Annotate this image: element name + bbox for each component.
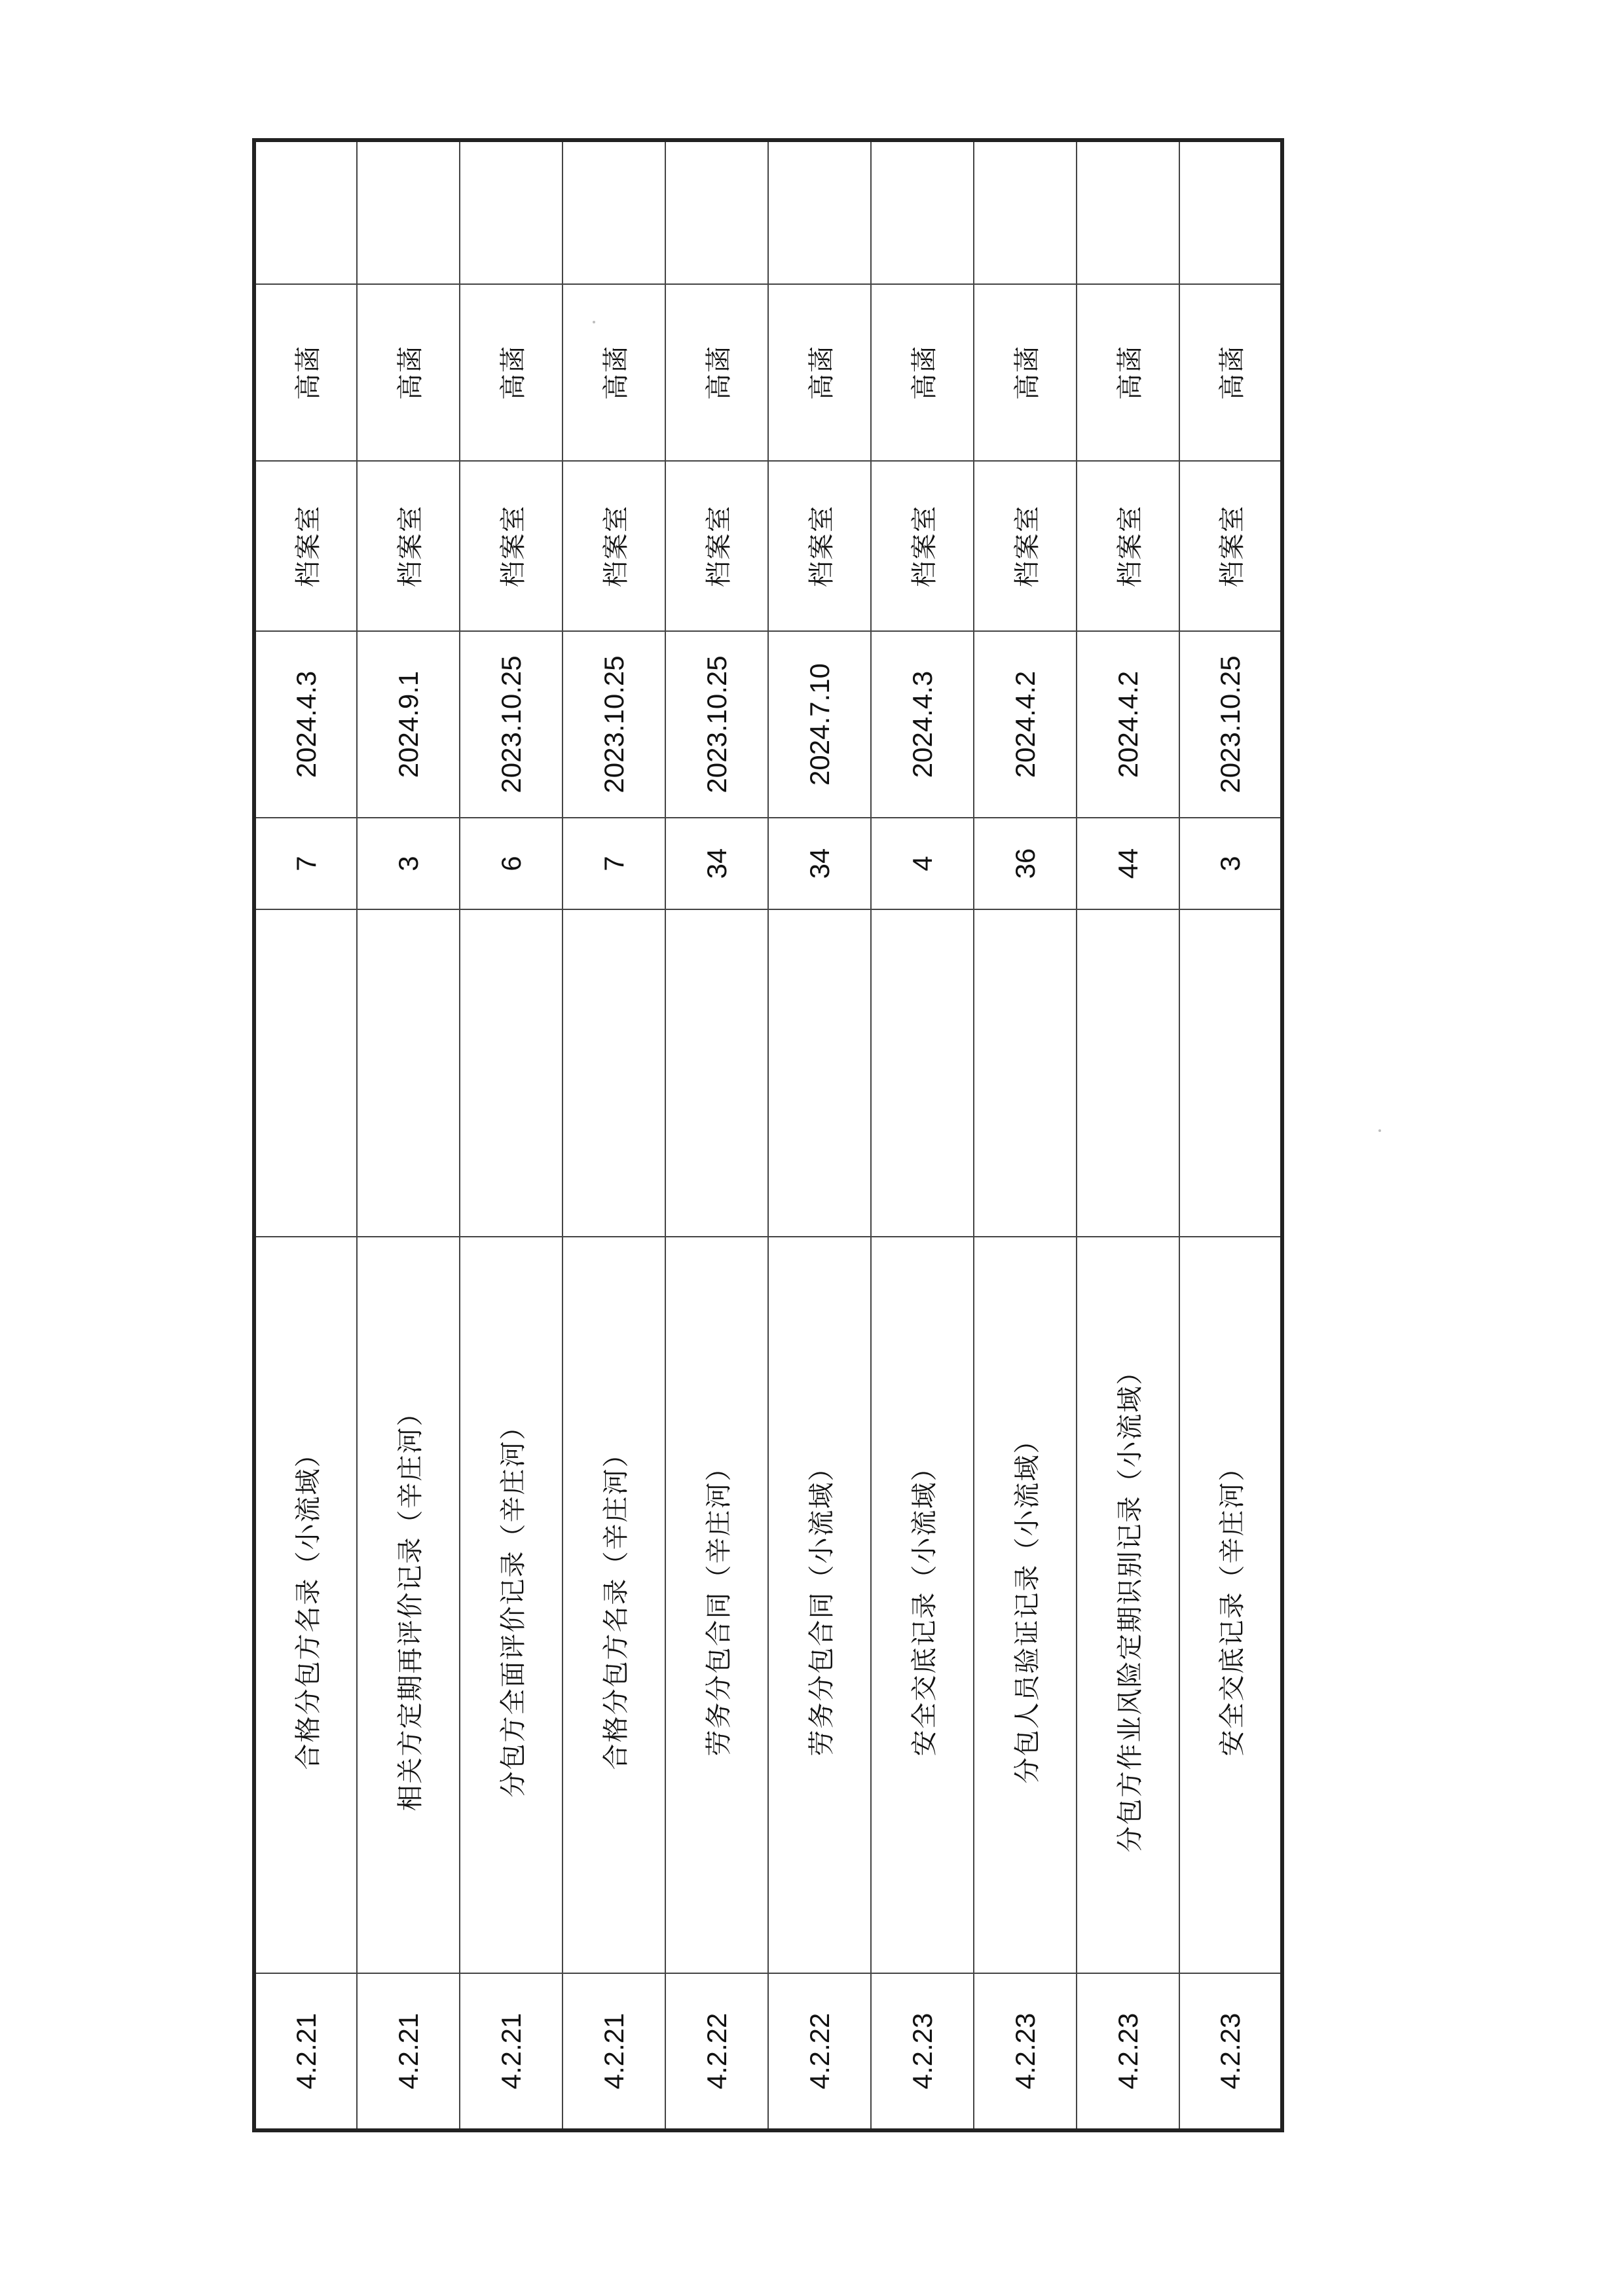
clause-cell: 4.2.22	[665, 1973, 768, 2130]
note-cell	[665, 140, 768, 284]
note-cell	[1077, 140, 1179, 284]
record-name-cell: 劳务分包合同（小流域）	[768, 1237, 871, 1973]
page-count-cell: 34	[768, 818, 871, 909]
keeper-cell: 高菡	[665, 284, 768, 461]
page-count-cell: 7	[563, 818, 665, 909]
date-cell: 2023.10.25	[1179, 631, 1282, 818]
keeper-cell: 高菡	[460, 284, 563, 461]
table-row	[357, 140, 460, 2130]
clause-cell: 4.2.21	[254, 1973, 357, 2130]
clause-cell: 4.2.22	[768, 1973, 871, 2130]
table-row	[768, 140, 871, 2130]
note-cell	[1179, 140, 1282, 284]
page-count-cell: 4	[871, 818, 974, 909]
remark-cell	[1077, 909, 1179, 1237]
record-name-cell: 合格分包方名录（辛庄河）	[563, 1237, 665, 1973]
note-cell	[563, 140, 665, 284]
note-cell	[460, 140, 563, 284]
keeper-cell: 高菡	[563, 284, 665, 461]
table-row	[1179, 140, 1282, 2130]
storage-location-cell: 档案室	[974, 461, 1077, 631]
page-count-cell: 3	[1179, 818, 1282, 909]
note-cell	[974, 140, 1077, 284]
note-cell	[254, 140, 357, 284]
record-name-cell: 劳务分包合同（辛庄河）	[665, 1237, 768, 1973]
page-count-cell: 34	[665, 818, 768, 909]
keeper-cell: 高菡	[768, 284, 871, 461]
note-cell	[871, 140, 974, 284]
table-row	[1077, 140, 1179, 2130]
storage-location-cell: 档案室	[357, 461, 460, 631]
date-cell: 2024.7.10	[768, 631, 871, 818]
page-count-cell: 7	[254, 818, 357, 909]
record-name-cell: 安全交底记录（辛庄河）	[1179, 1237, 1282, 1973]
storage-location-cell: 档案室	[768, 461, 871, 631]
date-cell: 2024.9.1	[357, 631, 460, 818]
table-row	[871, 140, 974, 2130]
remark-cell	[871, 909, 974, 1237]
remark-cell	[357, 909, 460, 1237]
remark-cell	[563, 909, 665, 1237]
page-count-cell: 44	[1077, 818, 1179, 909]
clause-cell: 4.2.23	[974, 1973, 1077, 2130]
page-count-cell: 6	[460, 818, 563, 909]
page-count-cell: 36	[974, 818, 1077, 909]
remark-cell	[768, 909, 871, 1237]
date-cell: 2023.10.25	[665, 631, 768, 818]
note-cell	[357, 140, 460, 284]
keeper-cell: 高菡	[357, 284, 460, 461]
remark-cell	[254, 909, 357, 1237]
record-name-cell: 分包方作业风险定期识别记录（小流域）	[1077, 1237, 1179, 1973]
remark-cell	[460, 909, 563, 1237]
clause-cell: 4.2.21	[563, 1973, 665, 2130]
remark-cell	[974, 909, 1077, 1237]
storage-location-cell: 档案室	[254, 461, 357, 631]
date-cell: 2024.4.2	[974, 631, 1077, 818]
page-count-cell: 3	[357, 818, 460, 909]
keeper-cell: 高菡	[871, 284, 974, 461]
storage-location-cell: 档案室	[460, 461, 563, 631]
table-row	[254, 140, 357, 2130]
storage-location-cell: 档案室	[665, 461, 768, 631]
date-cell: 2024.4.3	[254, 631, 357, 818]
clause-cell: 4.2.21	[357, 1973, 460, 2130]
table-row	[974, 140, 1077, 2130]
date-cell: 2024.4.3	[871, 631, 974, 818]
table-row	[460, 140, 563, 2130]
remark-cell	[665, 909, 768, 1237]
record-name-cell: 合格分包方名录（小流域）	[254, 1237, 357, 1973]
keeper-cell: 高菡	[254, 284, 357, 461]
keeper-cell: 高菡	[974, 284, 1077, 461]
storage-location-cell: 档案室	[1179, 461, 1282, 631]
date-cell: 2024.4.2	[1077, 631, 1179, 818]
clause-cell: 4.2.23	[1179, 1973, 1282, 2130]
date-cell: 2023.10.25	[563, 631, 665, 818]
record-name-cell: 安全交底记录（小流域）	[871, 1237, 974, 1973]
table-row	[665, 140, 768, 2130]
record-table-body	[254, 140, 1282, 2130]
record-name-cell: 分包人员验证记录（小流域）	[974, 1237, 1077, 1973]
keeper-cell: 高菡	[1077, 284, 1179, 461]
record-name-cell: 分包方全面评价记录（辛庄河）	[460, 1237, 563, 1973]
storage-location-cell: 档案室	[871, 461, 974, 631]
date-cell: 2023.10.25	[460, 631, 563, 818]
record-table	[252, 138, 1284, 2132]
scan-speck	[1378, 1129, 1381, 1132]
keeper-cell: 高菡	[1179, 284, 1282, 461]
storage-location-cell: 档案室	[1077, 461, 1179, 631]
record-name-cell: 相关方定期再评价记录（辛庄河）	[357, 1237, 460, 1973]
clause-cell: 4.2.23	[1077, 1973, 1179, 2130]
storage-location-cell: 档案室	[563, 461, 665, 631]
table-row	[563, 140, 665, 2130]
remark-cell	[1179, 909, 1282, 1237]
clause-cell: 4.2.23	[871, 1973, 974, 2130]
scan-speck	[593, 321, 595, 323]
clause-cell: 4.2.21	[460, 1973, 563, 2130]
note-cell	[768, 140, 871, 284]
